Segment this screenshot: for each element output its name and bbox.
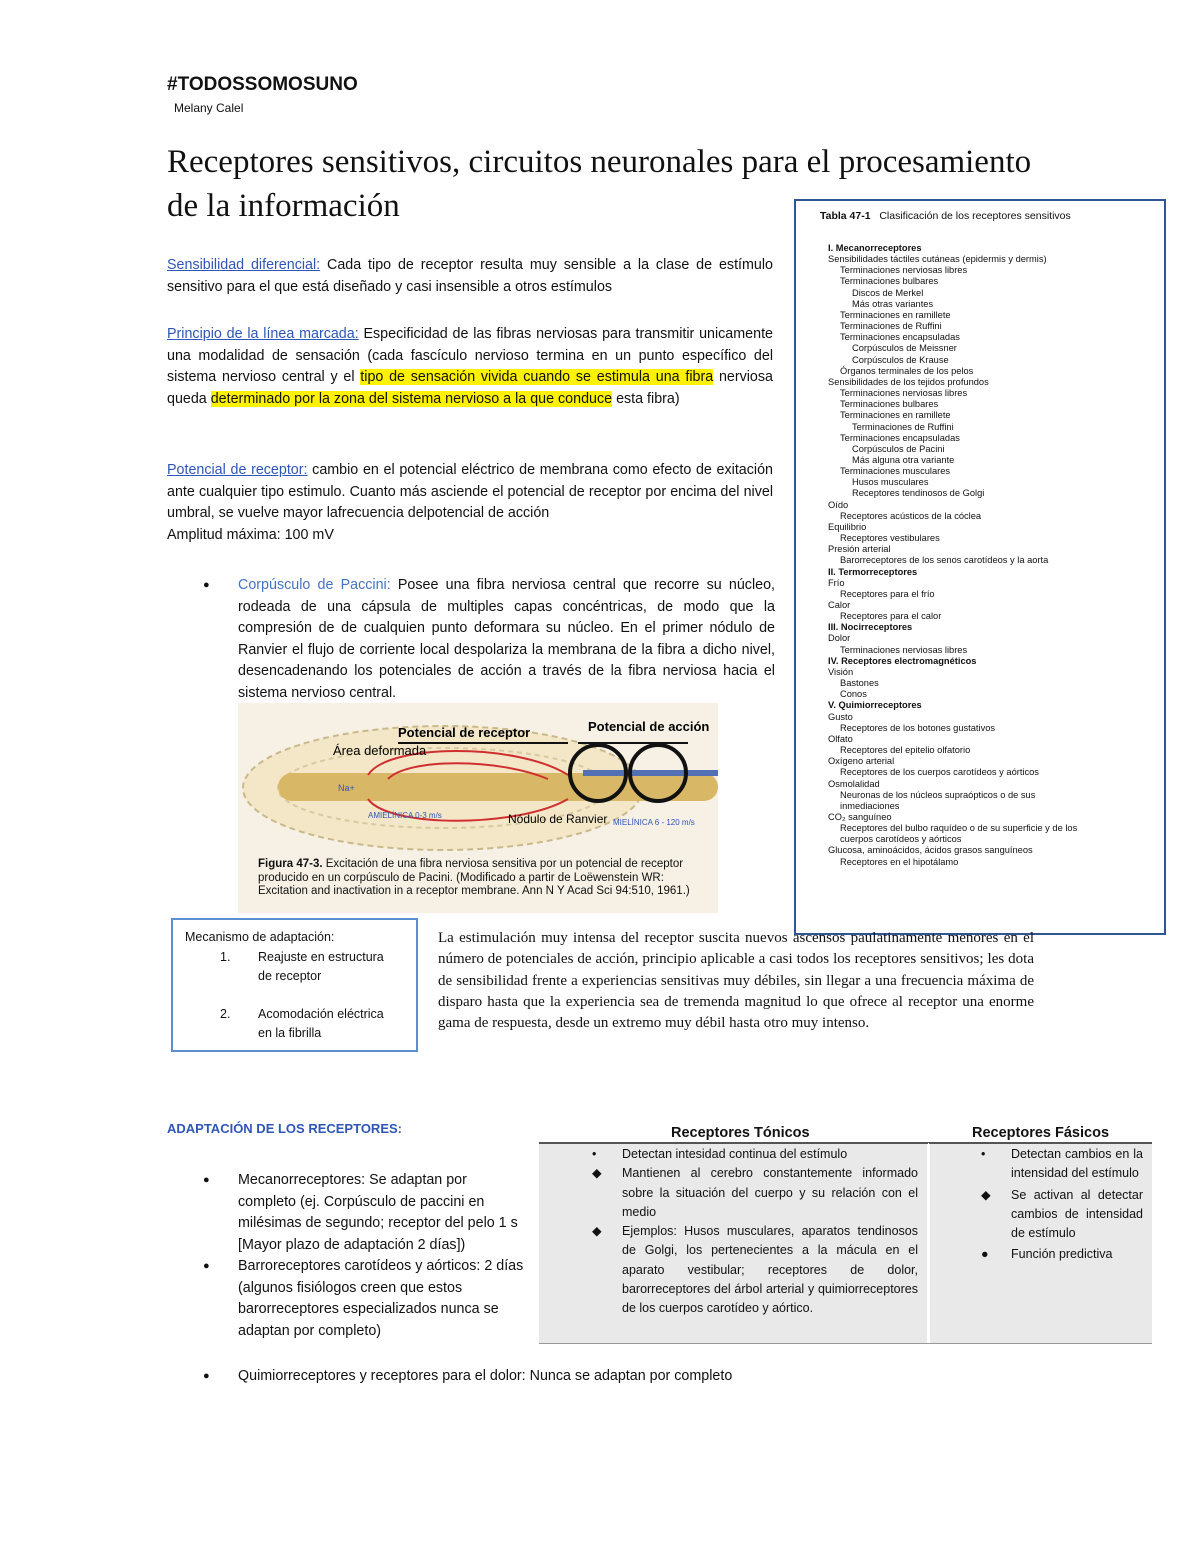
list-item bbox=[592, 1164, 918, 1222]
list-item bbox=[981, 1145, 1143, 1184]
adaptation-box-title: Mecanismo de adaptación: bbox=[185, 930, 335, 944]
table-row: Conos bbox=[840, 689, 867, 700]
list-item bbox=[203, 1170, 528, 1256]
item-number: 2. bbox=[220, 1007, 231, 1021]
label-area: Área deformada bbox=[333, 743, 427, 758]
table-row: Sensibilidades de los tejidos profundos bbox=[828, 376, 989, 387]
table-row: Neuronas de los núcleos supraópticos o de sus bbox=[840, 789, 1036, 800]
paragraph-paccini bbox=[203, 575, 775, 704]
list-item-text: Ejemplos: Husos musculares, aparatos tendinosos de Golgi, los pertenecientes a la mácula en el aparato vestibular; receptores de dolor, barorreceptores del árbol arterial y quimiorreceptores de los cuerpos carotídeo y aórtico. bbox=[622, 1224, 918, 1316]
list-item-text: Mecanorreceptores: Se adaptan por completo (ej. Corpúsculo de paccini en milésimas de segundo; receptor del pelo 1 s [Mayor plazo de adaptación 2 días]) bbox=[238, 1172, 518, 1253]
table-row: Órganos terminales de los pelos bbox=[840, 365, 974, 376]
list-item-text: Barroreceptores carotídeos y aórticos: 2 días (algunos fisiólogos creen que estos barorreceptores especializados nunca se adaptan por completo) bbox=[238, 1258, 524, 1339]
table-row: Corpúsculos de Pacini bbox=[852, 443, 945, 454]
table-row: Terminaciones musculares bbox=[840, 466, 951, 477]
label-potencial-accion: Potencial de acción bbox=[588, 719, 710, 734]
list-item-text: Quimiorreceptores y receptores para el dolor: Nunca se adaptan por completo bbox=[238, 1368, 733, 1384]
highlight-2: determinado por la zona del sistema nervioso a la que conduce bbox=[210, 390, 613, 407]
table-row: Equilibrio bbox=[828, 521, 867, 532]
table-47-1-list bbox=[828, 243, 1158, 868]
table-row: III. Nocirreceptores bbox=[828, 622, 913, 633]
adaptation-heading: ADAPTACIÓN DE LOS RECEPTORES: bbox=[167, 1121, 402, 1136]
bullet-icon: ● bbox=[203, 579, 210, 591]
table-row: Oxígeno arterial bbox=[828, 756, 895, 767]
figure-caption bbox=[258, 858, 708, 899]
bullet-icon: ◆ bbox=[981, 1187, 991, 1202]
list-item-text: Detectan intesidad continua del estímulo bbox=[622, 1147, 848, 1161]
table-row: Terminaciones bulbares bbox=[840, 276, 939, 287]
table-row: CO₂ sanguíneo bbox=[828, 811, 892, 822]
table-row: Frío bbox=[828, 577, 845, 588]
table-title-number: Tabla 47-1 bbox=[820, 210, 871, 222]
label-nodulo: Nódulo de Ranvier bbox=[508, 812, 608, 826]
table-47-1-title bbox=[820, 210, 1120, 222]
table-row: Terminaciones encapsuladas bbox=[840, 332, 960, 343]
item-text: Acomodación eléctrica en la fibrilla bbox=[258, 1007, 384, 1040]
table-row: cuerpos carotídeos y aórticos bbox=[840, 834, 962, 845]
table-row: IV. Receptores electromagnéticos bbox=[828, 655, 977, 666]
highlight-1: tipo de sensación vivida cuando se estimula una fibra bbox=[360, 369, 714, 385]
term-potencial: Potencial de receptor: bbox=[167, 462, 308, 478]
text-principio-3: esta fibra) bbox=[612, 390, 680, 407]
bullet-icon: ◆ bbox=[592, 1224, 602, 1239]
label-mielinica: MIELÍNICA 6 - 120 m/s bbox=[613, 818, 695, 827]
stimulation-paragraph: La estimulación muy intensa del receptor suscita nuevos ascensos paulatinamente menores en el número de potenciales de acción, principio aplicable a casi todos los receptores sensitivos; les dota de sensibilidad frente a experiencias sensitivas muy débiles, sin llegar a una frecuencia máxima de disparo hasta que la experiencia sea de tremenda magnitud lo que ofrece al receptor una enorme gama de respuesta, desde un extremo muy débil hasta otro muy intenso. bbox=[438, 930, 1034, 1032]
table-row: Calor bbox=[828, 600, 851, 610]
table-row: Husos musculares bbox=[852, 477, 929, 488]
table-row: Terminaciones en ramillete bbox=[840, 410, 951, 421]
table-row: Gusto bbox=[828, 711, 853, 722]
pacini-diagram bbox=[238, 703, 718, 858]
fasic-cell bbox=[981, 1145, 1143, 1265]
text-paccini: Posee una fibra nerviosa central que recorre su núcleo, rodeada de una cápsula de multiples capas concéntricas, de modo que la compresión de de cualquien punto deformara su núcleo. En el primer nódulo de Ranvier el flujo de corriente local despolariza la membrana de la fibra a dicho nivel, desencadenando los potenciales de acción a través de la fibra nerviosa hacia el sistema nervioso central. bbox=[238, 577, 775, 701]
caption-text: Excitación de una fibra nerviosa sensitiva por un potencial de receptor producido en un corpúsculo de Pacini. (Modificado a partir de Loëwenstein WR: Excitation and inactivation in a receptor membrane. Ann N Y Acad Sci 94:510, 1961.) bbox=[258, 858, 690, 897]
bullet-icon: ● bbox=[981, 1247, 989, 1262]
header-fasic: Receptores Fásicos bbox=[972, 1125, 1110, 1141]
table-row: inmediaciones bbox=[840, 800, 900, 811]
table-title-text: Clasificación de los receptores sensitivos bbox=[879, 210, 1071, 222]
list-item bbox=[592, 1145, 918, 1164]
table-row: Barorreceptores de los senos carotídeos y la aorta bbox=[840, 555, 1049, 566]
label-amielinica: AMIELÍNICA 0-3 m/s bbox=[368, 811, 442, 820]
paragraph-principio bbox=[167, 324, 773, 410]
list-item bbox=[981, 1186, 1143, 1244]
bullet-icon: • bbox=[981, 1147, 986, 1161]
list-item-text: Mantienen al cerebro constantemente informado sobre la situación del cuerpo y su relación con el medio bbox=[622, 1166, 918, 1219]
tonic-cell bbox=[592, 1145, 918, 1319]
caption-label: Figura 47-3. bbox=[258, 858, 323, 870]
table-row: I. Mecanorreceptores bbox=[828, 243, 922, 253]
bullet-icon: • bbox=[592, 1147, 597, 1161]
text-principio-1: Especificidad de las fibras nerviosas para transmitir unicamente una modalidad de sensación (cada fascículo nervioso termina en un punto específico del sistema nervioso central y el bbox=[167, 326, 773, 385]
table-row: Corpúsculos de Krause bbox=[852, 354, 949, 365]
bullet-icon: ● bbox=[203, 1370, 210, 1382]
table-row: V. Quimiorreceptores bbox=[828, 700, 922, 711]
table-row: Visión bbox=[828, 666, 854, 677]
table-row: Terminaciones de Ruffini bbox=[840, 321, 942, 332]
table-divider bbox=[928, 1143, 929, 1343]
table-row: Receptores tendinosos de Golgi bbox=[852, 488, 985, 499]
table-row: Más otras variantes bbox=[852, 298, 934, 309]
table-row: Dolor bbox=[828, 633, 851, 644]
table-row: Receptores para el frío bbox=[840, 588, 935, 599]
table-row: Sensibilidades táctiles cutáneas (epidermis y dermis) bbox=[828, 254, 1047, 265]
text-principio-2: nerviosa queda bbox=[167, 369, 773, 407]
table-row: Presión arterial bbox=[828, 544, 891, 555]
table-row: Terminaciones en ramillete bbox=[840, 309, 951, 320]
table-row: Receptores en el hipotálamo bbox=[840, 856, 959, 867]
bullet-icon: ◆ bbox=[592, 1166, 602, 1181]
amplitude-line: Amplitud máxima: 100 mV bbox=[167, 526, 334, 543]
table-row: Terminaciones nerviosas libres bbox=[840, 265, 968, 276]
table-row: Receptores para el calor bbox=[840, 611, 942, 622]
list-item bbox=[203, 1256, 528, 1342]
item-number: 1. bbox=[220, 950, 231, 964]
table-row: Oído bbox=[828, 499, 849, 510]
paragraph-sensibilidad bbox=[167, 255, 773, 298]
list-item-text: Detectan cambios en la intensidad del estímulo bbox=[1011, 1147, 1143, 1181]
text-sensibilidad: Cada tipo de receptor resulta muy sensible a la clase de estímulo sensitivo para el que está diseñado y casi insensible a otros estímulos bbox=[167, 257, 773, 295]
table-row: Más alguna otra variante bbox=[852, 454, 955, 465]
bullet-icon: ● bbox=[203, 1174, 210, 1186]
table-row: Terminaciones encapsuladas bbox=[840, 432, 960, 443]
table-row: Receptores del epitelio olfatorio bbox=[840, 745, 971, 756]
list-item bbox=[981, 1245, 1143, 1264]
table-row: Terminaciones nerviosas libres bbox=[840, 644, 968, 655]
hashtag-heading: #TODOSSOMOSUNO bbox=[167, 74, 358, 95]
table-rule-bottom bbox=[539, 1343, 1152, 1344]
paragraph-potencial bbox=[167, 460, 773, 546]
table-row: Bastones bbox=[840, 678, 879, 689]
table-row: Receptores del bulbo raquídeo o de su superficie y de los bbox=[840, 823, 1078, 834]
list-item-text: Se activan al detectar cambios de intensidad de estímulo bbox=[1011, 1187, 1143, 1241]
bullet-icon: ● bbox=[203, 1260, 210, 1272]
term-sensibilidad: Sensibilidad diferencial: bbox=[167, 257, 321, 273]
label-na: Na+ bbox=[338, 783, 355, 793]
table-row: Discos de Merkel bbox=[852, 287, 924, 298]
table-row: Olfato bbox=[828, 733, 853, 744]
author-name: Melany Calel bbox=[174, 101, 244, 115]
table-row: Glucosa, aminoácidos, ácidos grasos sanguíneos bbox=[828, 845, 1033, 856]
list-item-text: Función predictiva bbox=[1011, 1247, 1113, 1262]
adaptation-list bbox=[203, 1170, 528, 1342]
label-potencial-receptor: Potencial de receptor bbox=[398, 725, 531, 740]
term-paccini: Corpúsculo de Paccini: bbox=[238, 577, 391, 593]
header-tonic: Receptores Tónicos bbox=[671, 1125, 810, 1141]
table-row: II. Termorreceptores bbox=[828, 566, 918, 577]
table-row: Osmolalidad bbox=[828, 778, 880, 789]
list-item bbox=[203, 1366, 938, 1388]
table-row: Receptores vestibulares bbox=[840, 533, 940, 544]
list-item bbox=[592, 1222, 918, 1318]
table-row: Terminaciones nerviosas libres bbox=[840, 388, 968, 399]
text-potencial: cambio en el potencial eléctrico de membrana como efecto de exitación ante cualquier tipo estimulo. Cuanto más asciende el potencial de receptor por encima del nivel umbral, se vuelve mayor lafrecuencia delpotencial de acción bbox=[167, 462, 773, 521]
page-title: Receptores sensitivos, circuitos neuronales para el procesamiento de la información bbox=[167, 144, 1032, 224]
table-row: Corpúsculos de Meissner bbox=[852, 343, 957, 354]
table-rule-top bbox=[539, 1142, 1152, 1144]
table-row: Receptores acústicos de la cóclea bbox=[840, 510, 982, 521]
table-row: Terminaciones bulbares bbox=[840, 399, 939, 410]
table-row: Receptores de los cuerpos carotídeos y aórticos bbox=[840, 767, 1039, 778]
term-principio: Principio de la línea marcada: bbox=[167, 326, 359, 342]
item-text: Reajuste en estructura de receptor bbox=[258, 950, 384, 983]
table-row: Terminaciones de Ruffini bbox=[852, 421, 954, 432]
table-row: Receptores de los botones gustativos bbox=[840, 722, 996, 733]
